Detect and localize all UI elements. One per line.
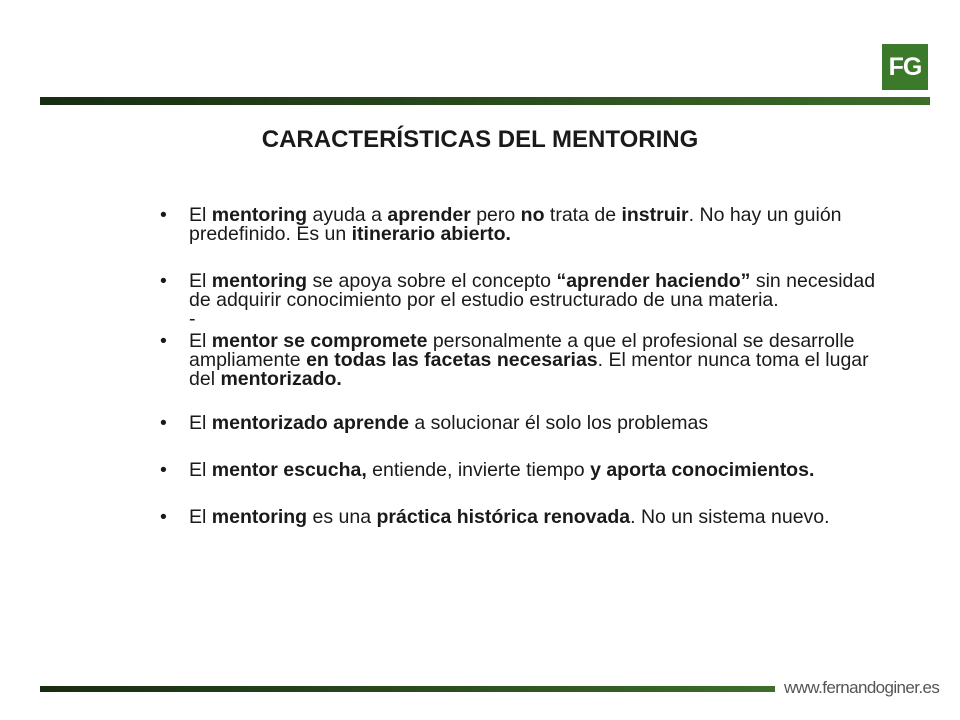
fg-logo (882, 44, 928, 90)
bold-text-segment: aprender (387, 204, 471, 226)
text-segment: El (189, 459, 212, 481)
bullet-item (160, 414, 880, 433)
text-segment: entiende, invierte tiempo (366, 459, 591, 481)
bold-text-segment: en todas las facetas necesarias (306, 349, 598, 371)
bold-text-segment: mentor se compromete (211, 330, 428, 352)
text-segment: personalmente a que el profesional se desarrolle ampliamente (189, 330, 855, 371)
text-segment: se apoya sobre el concepto (307, 270, 557, 292)
bullet-dash: - (189, 308, 196, 330)
text-segment: ayuda a (307, 204, 388, 226)
text-segment: . No un sistema nuevo. (630, 506, 830, 528)
bullet-text (189, 459, 814, 481)
bullet-text (189, 270, 875, 311)
bottom-divider-bar (40, 686, 775, 692)
bullet-item (160, 461, 880, 480)
bold-text-segment: y aporta conocimientos. (590, 459, 815, 481)
text-segment: es una (307, 506, 377, 528)
fg-logo-text: FG (888, 52, 922, 81)
bullet-list (160, 206, 880, 527)
text-segment: El (189, 412, 212, 434)
top-divider-bar (40, 97, 930, 105)
bold-text-segment: mentorizado. (220, 368, 342, 390)
slide-title: CARACTERÍSTICAS DEL MENTORING (261, 126, 699, 153)
bold-text-segment: mentoring (211, 506, 308, 528)
text-segment: El (189, 270, 212, 292)
bold-text-segment: mentor escucha, (211, 459, 367, 481)
text-segment: . El mentor nunca toma el lugar del (189, 349, 869, 390)
bullet-text (189, 204, 842, 245)
text-segment: a solucionar él solo los problemas (408, 412, 709, 434)
text-segment: El (189, 506, 212, 528)
bold-text-segment: mentoring (211, 204, 308, 226)
bullet-text (189, 330, 869, 390)
bold-text-segment: mentoring (211, 270, 308, 292)
text-segment: pero (470, 204, 521, 226)
bold-text-segment: “aprender haciendo” (556, 270, 751, 292)
bold-text-segment: itinerario abierto. (351, 223, 511, 245)
bullet-text (189, 412, 708, 434)
bold-text-segment: no (520, 204, 545, 226)
bullet-item (160, 332, 880, 389)
bold-text-segment: instruir (621, 204, 689, 226)
bullet-item (160, 508, 880, 527)
text-segment: trata de (544, 204, 622, 226)
bullet-item (160, 272, 880, 329)
text-segment: El (189, 330, 212, 352)
text-segment: . No hay un guión predefinido. Es un (189, 204, 842, 245)
bullet-item (160, 206, 880, 244)
text-segment: El (189, 204, 212, 226)
bold-text-segment: mentorizado aprende (211, 412, 409, 434)
website-url: www.fernandoginer.es (784, 678, 940, 697)
bold-text-segment: práctica histórica renovada (376, 506, 631, 528)
text-segment: sin necesidad de adquirir conocimiento por el estudio estructurado de una materia. (189, 270, 876, 311)
bullet-text (189, 506, 830, 528)
